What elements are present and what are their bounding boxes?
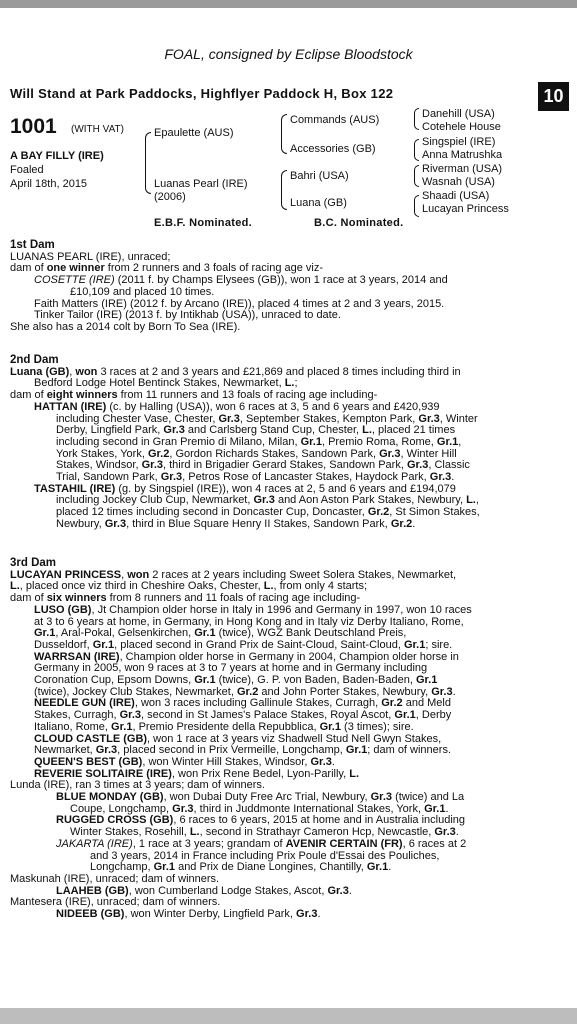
- pedigree-brace-dam: [281, 170, 287, 210]
- great-granddam-1: Cotehele House: [422, 121, 501, 133]
- great-granddam-3: Wasnah (USA): [422, 176, 495, 188]
- pedigree-text-line: and 3 years, 2014 in France including Prix Poule d'Essai des Pouliches,: [90, 849, 440, 862]
- pedigree-text-line: Faith Matters (IRE) (2012 f. by Arcano (IRE)), placed 4 times at 2 and 3 years, 2015.: [34, 297, 445, 310]
- bc-nominated: B.C. Nominated.: [314, 217, 404, 229]
- first-dam-body: [10, 252, 562, 334]
- pedigree-text-line: Italiano, Rome, Gr.1, Premio Presidente della Repubblica, Gr.1 (3 times); sire.: [34, 720, 414, 733]
- pedigree-text-line: Bedford Lodge Hotel Bentinck Stakes, Newmarket, L.;: [34, 377, 298, 390]
- consignor-line: FOAL, consigned by Eclipse Bloodstock: [164, 46, 413, 62]
- pedigree-text-line: LUANAS PEARL (IRE), unraced;: [10, 250, 171, 263]
- pedigree-text-line: Tinker Tailor (IRE) (2013 f. by Intikhab (USA)), unraced to date.: [34, 309, 341, 322]
- pedigree-text-line: She also has a 2014 colt by Born To Sea (IRE).: [10, 320, 241, 333]
- pedigree-text-line: dam of one winner from 2 runners and 3 foals of racing age viz-: [10, 262, 324, 275]
- lot-number: 1001: [10, 115, 57, 138]
- pedigree-text-line: including Chester Vase, Chester, Gr.3, September Stakes, Kempton Park, Gr.3, Winter: [56, 412, 478, 425]
- sire-name: Epaulette (AUS): [154, 127, 234, 139]
- pedigree-text-line: Trial, Sandown Park, Gr.3, Petros Rose of Lancaster Stakes, Haydock Park, Gr.3.: [56, 471, 455, 484]
- pedigree-text-line: Germany in 2005, won 9 races at 3 to 7 years at home and in Germany including: [34, 662, 428, 675]
- dam-dam-name: Luana (GB): [290, 197, 347, 209]
- pedigree-text-line: Derby, Lingfield Park, Gr.3 and Carlsberg Stand Cup, Chester, L., placed 21 times: [56, 424, 456, 437]
- pedigree-text-line: BLUE MONDAY (GB), won Dubai Duty Free Arc Trial, Newbury, Gr.3 (twice) and La: [56, 791, 465, 804]
- first-dam-heading: 1st Dam: [10, 239, 55, 251]
- pedigree-text-line: Newbury, Gr.3, third in Blue Square Henry II Stakes, Sandown Park, Gr.2.: [56, 517, 416, 530]
- bottom-border: [0, 1008, 577, 1024]
- pedigree-text-line: LAAHEB (GB), won Cumberland Lodge Stakes, Ascot, Gr.3.: [56, 884, 352, 897]
- pedigree-brace-g4: [414, 195, 419, 217]
- great-grandsire-3: Riverman (USA): [422, 163, 503, 175]
- foaled-label: Foaled: [10, 164, 44, 176]
- pedigree-text-line: NIDEEB (GB), won Winter Derby, Lingfield Park, Gr.3.: [56, 908, 321, 921]
- first-dam-section: [10, 240, 562, 334]
- second-dam-section: [10, 355, 562, 531]
- second-dam-heading: 2nd Dam: [10, 354, 59, 366]
- pedigree-text-line: RUGGED CROSS (GB), 6 races to 6 years, 2015 at home and in Australia including: [56, 814, 466, 827]
- pedigree-text-line: HATTAN (IRE) (c. by Halling (USA)), won 6 races at 3, 5 and 6 years and £420,939: [34, 400, 440, 413]
- pedigree-text-line: COSETTE (IRE) (2011 f. by Champs Elysees (GB)), won 1 race at 3 years, 2014 and: [34, 274, 448, 287]
- pedigree-text-line: CLOUD CASTLE (GB), won 1 race at 3 years viz Shadwell Stud Nell Gwyn Stakes,: [34, 732, 442, 745]
- pedigree-text-line: Stakes, Windsor, Gr.3, third in Brigadier Gerard Stakes, Sandown Park, Gr.3, Classic: [56, 459, 470, 472]
- pedigree-text-line: Winter Stakes, Rosehill, L., second in Strathayr Cameron Hcp, Newcastle, Gr.3.: [70, 826, 459, 839]
- pedigree-text-line: Gr.1, Aral-Pokal, Gelsenkirchen, Gr.1 (twice), WGZ Bank Deutschland Preis,: [34, 627, 407, 640]
- pedigree-text-line: including second in Gran Premio di Milano, Milan, Gr.1, Premio Roma, Rome, Gr.1,: [56, 435, 462, 448]
- pedigree-text-line: at 3 to 6 years at home, in Germany, in Hong Kong and in Italy viz Derby Italiano, Rome,: [34, 615, 464, 628]
- pedigree-text-line: Newmarket, Gr.3, placed second in Prix Vermeille, Longchamp, Gr.1; dam of winners.: [34, 744, 452, 757]
- pedigree-text-line: placed 12 times including second in Doncaster Cup, Doncaster, Gr.2, St Simon Stakes,: [56, 506, 480, 519]
- pedigree-text-line: (twice), Jockey Club Stakes, Newmarket, Gr.2 and John Porter Stakes, Newbury, Gr.3.: [34, 685, 456, 698]
- pedigree-text-line: TASTAHIL (IRE) (g. by Singspiel (IRE)), won 4 races at 2, 5 and 6 years and £194,079: [34, 482, 456, 495]
- pedigree-text-line: Coupe, Longchamp, Gr.3, third in Juddmonte International Stakes, York, Gr.1.: [70, 802, 449, 815]
- pedigree-brace-g2: [414, 139, 419, 161]
- pedigree-text-line: Mantesera (IRE), unraced; dam of winners.: [10, 896, 221, 909]
- great-granddam-4: Lucayan Princess: [422, 203, 509, 215]
- top-border: [0, 0, 577, 8]
- pedigree-brace-g3: [414, 165, 419, 187]
- third-dam-section: [10, 558, 562, 921]
- pedigree-text-line: dam of eight winners from 11 runners and 13 foals of racing age including-: [10, 389, 378, 402]
- pedigree-brace-sire: [281, 114, 287, 154]
- great-grandsire-4: Shaadi (USA): [422, 190, 490, 202]
- dam-year: (2006): [154, 191, 186, 203]
- pedigree-text-line: QUEEN'S BEST (GB), won Winter Hill Stakes, Windsor, Gr.3.: [34, 755, 335, 768]
- pedigree-text-line: REVERIE SOLITAIRE (IRE), won Prix Rene Bedel, Lyon-Parilly, L.: [34, 767, 360, 780]
- third-dam-body: [10, 570, 562, 921]
- pedigree-text-line: L., placed once viz third in Cheshire Oaks, Chester, L., from only 4 starts;: [10, 580, 368, 593]
- pedigree-text-line: York Stakes, York, Gr.2, Gordon Richards Stakes, Sandown Park, Gr.3, Winter Hill: [56, 447, 457, 460]
- pedigree-text-line: Longchamp, Gr.1 and Prix de Diane Longines, Chantilly, Gr.1.: [90, 861, 392, 874]
- sire-sire-name: Commands (AUS): [290, 114, 380, 126]
- page-number-badge: 10: [538, 82, 569, 111]
- pedigree-text-line: Maskunah (IRE), unraced; dam of winners.: [10, 872, 220, 885]
- pedigree-text-line: Luana (GB), won 3 races at 2 and 3 years and £21,869 and placed 8 times including third in: [10, 365, 461, 378]
- horse-name: A BAY FILLY (IRE): [10, 150, 104, 162]
- stabling-location: Will Stand at Park Paddocks, Highflyer Paddock H, Box 122: [10, 86, 394, 101]
- pedigree-text-line: Dusseldorf, Gr.1, placed second in Grand Prix de Saint-Cloud, Saint-Cloud, Gr.1; sire.: [34, 638, 453, 651]
- pedigree-text-line: WARRSAN (IRE), Champion older horse in Germany in 2004, Champion older horse in: [34, 650, 459, 663]
- catalogue-page: [0, 8, 577, 1008]
- pedigree-text-line: Lunda (IRE), ran 3 times at 3 years; dam of winners.: [10, 779, 265, 792]
- pedigree-text-line: Stakes, Curragh, Gr.3, second in St James's Palace Stakes, Royal Ascot, Gr.1, Derby: [34, 709, 452, 722]
- vat-note: (WITH VAT): [71, 124, 124, 135]
- dam-sire-name: Bahri (USA): [290, 170, 349, 182]
- sire-dam-name: Accessories (GB): [290, 143, 376, 155]
- pedigree-text-line: LUSO (GB), Jt Champion older horse in Italy in 1996 and Germany in 1997, won 10 races: [34, 603, 472, 616]
- pedigree-text-line: including Jockey Club Cup, Newmarket, Gr.3 and Aon Aston Park Stakes, Newbury, L.,: [56, 494, 479, 507]
- third-dam-heading: 3rd Dam: [10, 557, 57, 569]
- great-grandsire-2: Singspiel (IRE): [422, 136, 496, 148]
- pedigree-text-line: JAKARTA (IRE), 1 race at 3 years; grandam of AVENIR CERTAIN (FR), 6 races at 2: [56, 837, 467, 850]
- pedigree-brace-g1: [414, 108, 419, 130]
- foaled-date: April 18th, 2015: [10, 178, 88, 190]
- pedigree-text-line: dam of six winners from 8 runners and 11 foals of racing age including-: [10, 592, 361, 605]
- great-grandsire-1: Danehill (USA): [422, 108, 495, 120]
- great-granddam-2: Anna Matrushka: [422, 149, 503, 161]
- pedigree-text-line: Coronation Cup, Epsom Downs, Gr.1 (twice), G. P. von Baden, Baden-Baden, Gr.1: [34, 674, 438, 687]
- second-dam-body: [10, 367, 562, 531]
- pedigree-text-line: NEEDLE GUN (IRE), won 3 races including Gallinule Stakes, Curragh, Gr.2 and Meld: [34, 697, 451, 710]
- pedigree-text-line: £10,109 and placed 10 times.: [70, 285, 215, 298]
- ebf-nominated: E.B.F. Nominated.: [154, 217, 252, 229]
- pedigree-brace-main: [145, 132, 151, 194]
- pedigree-text-line: LUCAYAN PRINCESS, won 2 races at 2 years including Sweet Solera Stakes, Newmarket,: [10, 568, 457, 581]
- dam-name: Luanas Pearl (IRE): [154, 178, 248, 190]
